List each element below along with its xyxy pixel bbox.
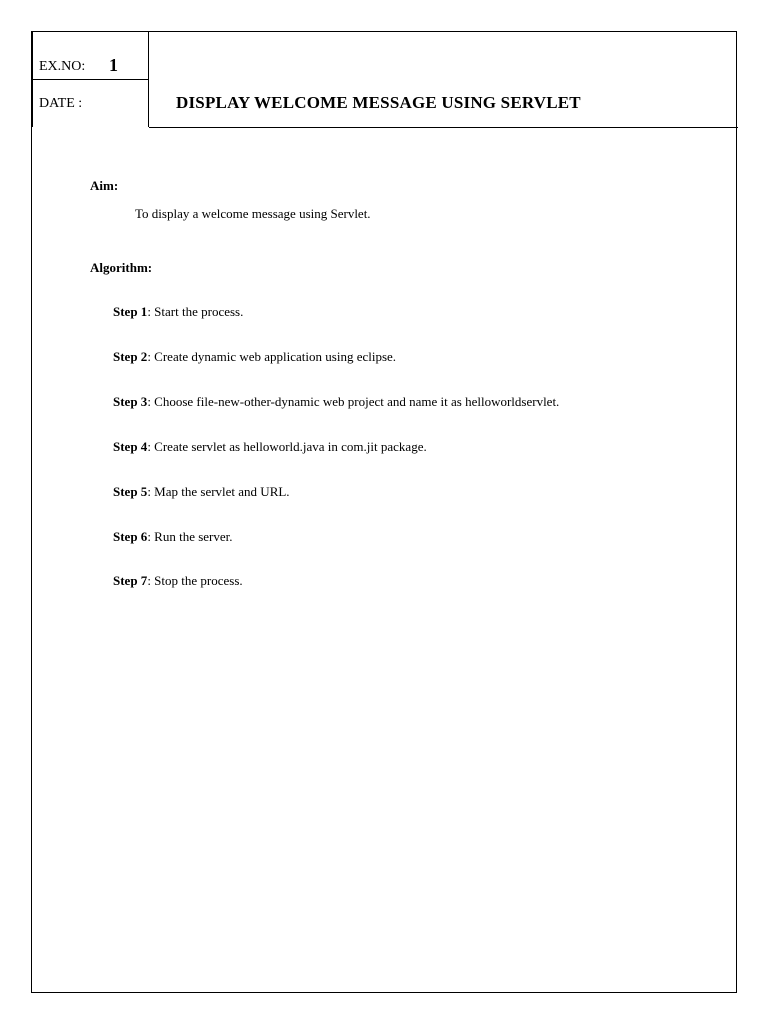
exno-label: EX.NO:: [39, 59, 86, 74]
step-text: : Stop the process.: [147, 573, 243, 588]
step-4: [113, 439, 427, 455]
step-label: Step 4: [113, 439, 148, 454]
step-2: [113, 349, 396, 365]
algorithm-heading: Algorithm:: [90, 260, 153, 275]
step-label: Step 1: [113, 304, 148, 319]
header-divider: [31, 79, 149, 80]
step-text: : Run the server.: [147, 529, 233, 544]
step-text: : Create dynamic web application using eclipse.: [147, 349, 397, 364]
step-label: Step 3: [113, 394, 148, 409]
aim-text: To display a welcome message using Servlet.: [135, 206, 371, 221]
step-label: Step 2: [113, 349, 148, 364]
page-border: [31, 31, 737, 993]
step-label: Step 6: [113, 529, 148, 544]
step-label: Step 7: [113, 573, 148, 588]
exno-value: 1: [109, 55, 118, 75]
step-7: [113, 573, 243, 589]
step-3: [113, 394, 559, 410]
step-label: Step 5: [113, 484, 148, 499]
step-text: : Create servlet as helloworld.java in com.jit package.: [147, 439, 427, 454]
date-label: DATE :: [39, 96, 83, 111]
step-text: : Choose file-new-other-dynamic web project and name it as helloworldservlet.: [147, 394, 560, 409]
step-1: [113, 304, 243, 320]
step-text: : Start the process.: [147, 304, 244, 319]
header-bottom-rule: [149, 127, 738, 128]
page-title: DISPLAY WELCOME MESSAGE USING SERVLET: [176, 93, 581, 112]
aim-heading: Aim:: [90, 178, 119, 193]
step-5: [113, 484, 290, 500]
step-6: [113, 529, 233, 545]
step-text: : Map the servlet and URL.: [147, 484, 290, 499]
